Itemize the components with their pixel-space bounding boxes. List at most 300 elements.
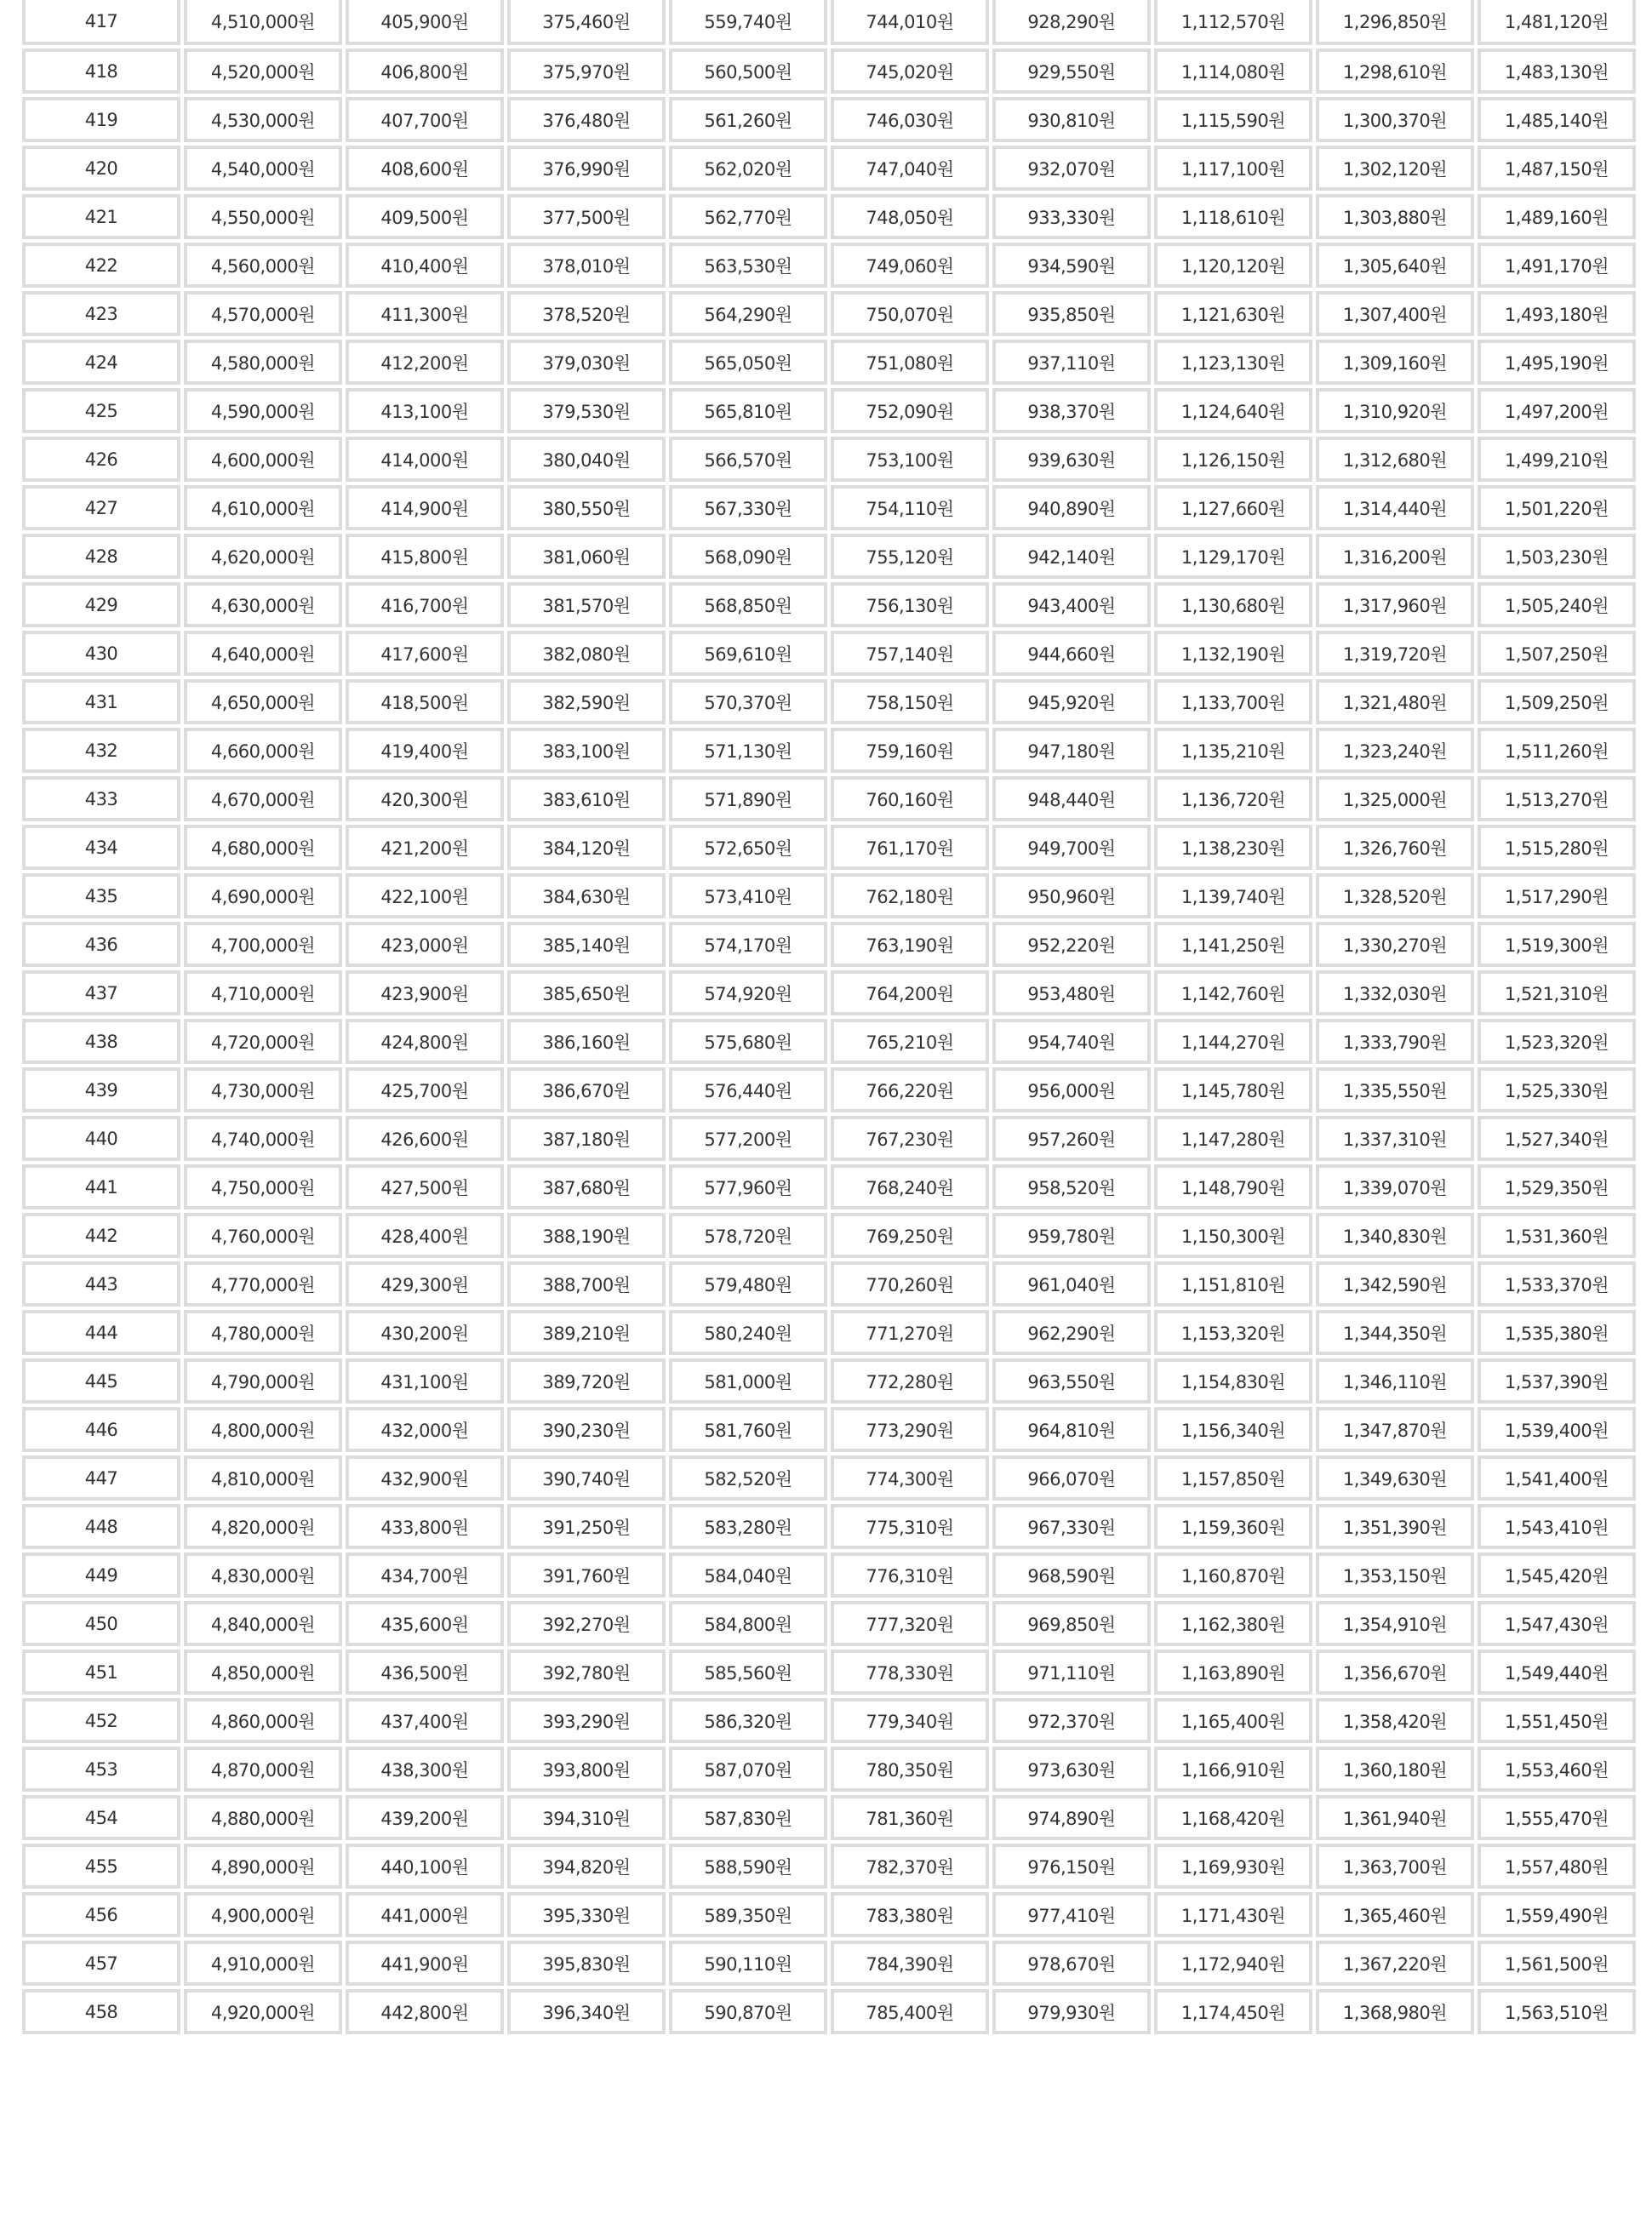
amount-cell: 1,144,270원 (1154, 1019, 1312, 1064)
amount-cell: 1,142,760원 (1154, 970, 1312, 1015)
amount-cell: 567,330원 (669, 485, 827, 530)
amount-cell: 782,370원 (831, 1844, 989, 1889)
amount-cell: 375,970원 (507, 49, 666, 94)
amount-cell: 4,590,000원 (184, 388, 342, 433)
amount-cell: 1,300,370원 (1316, 97, 1474, 142)
amount-cell: 1,314,440원 (1316, 485, 1474, 530)
amount-cell: 1,368,980원 (1316, 1989, 1474, 2034)
row-number-cell: 443 (22, 1261, 180, 1307)
amount-cell: 1,335,550원 (1316, 1067, 1474, 1112)
amount-cell: 1,539,400원 (1478, 1407, 1636, 1452)
amount-cell: 4,790,000원 (184, 1358, 342, 1404)
amount-cell: 577,960원 (669, 1164, 827, 1209)
amount-cell: 571,890원 (669, 776, 827, 821)
table-row (22, 1747, 1636, 1792)
table-row (22, 97, 1636, 142)
amount-cell: 564,290원 (669, 291, 827, 336)
row-number-cell: 446 (22, 1407, 180, 1452)
amount-cell: 382,080원 (507, 631, 666, 676)
amount-cell: 973,630원 (992, 1747, 1151, 1792)
amount-cell: 392,270원 (507, 1601, 666, 1646)
amount-cell: 1,541,400원 (1478, 1455, 1636, 1501)
amount-cell: 384,630원 (507, 873, 666, 918)
amount-cell: 781,360원 (831, 1795, 989, 1840)
amount-cell: 1,529,350원 (1478, 1164, 1636, 1209)
amount-cell: 1,132,190원 (1154, 631, 1312, 676)
amount-cell: 441,900원 (346, 1941, 504, 1986)
amount-cell: 4,680,000원 (184, 825, 342, 870)
amount-cell: 964,810원 (992, 1407, 1151, 1452)
table-row (22, 1941, 1636, 1986)
amount-cell: 1,545,420원 (1478, 1552, 1636, 1598)
amount-cell: 1,481,120원 (1478, 0, 1636, 45)
amount-cell: 388,700원 (507, 1261, 666, 1307)
amount-cell: 581,000원 (669, 1358, 827, 1404)
amount-cell: 435,600원 (346, 1601, 504, 1646)
amount-cell: 1,127,660원 (1154, 485, 1312, 530)
amount-cell: 1,130,680원 (1154, 582, 1312, 627)
table-row (22, 1261, 1636, 1307)
amount-cell: 418,500원 (346, 679, 504, 724)
amount-cell: 1,325,000원 (1316, 776, 1474, 821)
amount-cell: 1,346,110원 (1316, 1358, 1474, 1404)
amount-cell: 749,060원 (831, 243, 989, 288)
row-number-cell: 418 (22, 49, 180, 94)
amount-cell: 1,337,310원 (1316, 1116, 1474, 1161)
amount-cell: 746,030원 (831, 97, 989, 142)
amount-cell: 390,740원 (507, 1455, 666, 1501)
amount-cell: 1,333,790원 (1316, 1019, 1474, 1064)
amount-cell: 4,770,000원 (184, 1261, 342, 1307)
amount-cell: 578,720원 (669, 1213, 827, 1258)
amount-cell: 785,400원 (831, 1989, 989, 2034)
amount-cell: 1,513,270원 (1478, 776, 1636, 821)
amount-cell: 1,174,450원 (1154, 1989, 1312, 2034)
amount-cell: 783,380원 (831, 1892, 989, 1937)
amount-cell: 940,890원 (992, 485, 1151, 530)
amount-cell: 4,880,000원 (184, 1795, 342, 1840)
amount-cell: 952,220원 (992, 922, 1151, 967)
amount-cell: 1,549,440원 (1478, 1650, 1636, 1695)
amount-cell: 953,480원 (992, 970, 1151, 1015)
amount-cell: 4,740,000원 (184, 1116, 342, 1161)
row-number-cell: 421 (22, 194, 180, 239)
row-number-cell: 448 (22, 1504, 180, 1549)
amount-cell: 780,350원 (831, 1747, 989, 1792)
amount-cell: 767,230원 (831, 1116, 989, 1161)
amount-cell: 4,720,000원 (184, 1019, 342, 1064)
row-number-cell: 453 (22, 1747, 180, 1792)
amount-cell: 1,309,160원 (1316, 340, 1474, 385)
amount-cell: 1,339,070원 (1316, 1164, 1474, 1209)
amount-cell: 391,760원 (507, 1552, 666, 1598)
amount-cell: 768,240원 (831, 1164, 989, 1209)
amount-cell: 4,810,000원 (184, 1455, 342, 1501)
amount-cell: 381,060원 (507, 534, 666, 579)
amount-cell: 389,720원 (507, 1358, 666, 1404)
amount-cell: 4,550,000원 (184, 194, 342, 239)
amount-cell: 574,920원 (669, 970, 827, 1015)
amount-cell: 582,520원 (669, 1455, 827, 1501)
amount-cell: 579,480원 (669, 1261, 827, 1307)
amount-cell: 752,090원 (831, 388, 989, 433)
amount-cell: 388,190원 (507, 1213, 666, 1258)
amount-cell: 4,700,000원 (184, 922, 342, 967)
amount-cell: 947,180원 (992, 728, 1151, 773)
amount-cell: 1,136,720원 (1154, 776, 1312, 821)
amount-cell: 4,660,000원 (184, 728, 342, 773)
amount-cell: 4,530,000원 (184, 97, 342, 142)
amount-cell: 384,120원 (507, 825, 666, 870)
amount-cell: 754,110원 (831, 485, 989, 530)
amount-cell: 1,344,350원 (1316, 1310, 1474, 1355)
row-number-cell: 420 (22, 146, 180, 191)
amount-cell: 769,250원 (831, 1213, 989, 1258)
amount-cell: 1,551,450원 (1478, 1698, 1636, 1743)
amount-cell: 414,000원 (346, 437, 504, 482)
amount-cell: 386,160원 (507, 1019, 666, 1064)
row-number-cell: 438 (22, 1019, 180, 1064)
amount-cell: 760,160원 (831, 776, 989, 821)
amount-cell: 764,200원 (831, 970, 989, 1015)
amount-cell: 387,180원 (507, 1116, 666, 1161)
row-number-cell: 441 (22, 1164, 180, 1209)
amount-cell: 390,230원 (507, 1407, 666, 1452)
table-row (22, 825, 1636, 870)
amount-cell: 4,650,000원 (184, 679, 342, 724)
row-number-cell: 431 (22, 679, 180, 724)
amount-cell: 779,340원 (831, 1698, 989, 1743)
amount-cell: 1,298,610원 (1316, 49, 1474, 94)
amount-cell: 577,200원 (669, 1116, 827, 1161)
amount-cell: 4,910,000원 (184, 1941, 342, 1986)
amount-cell: 1,317,960원 (1316, 582, 1474, 627)
amount-cell: 1,162,380원 (1154, 1601, 1312, 1646)
table-row (22, 437, 1636, 482)
amount-cell: 962,290원 (992, 1310, 1151, 1355)
amount-cell: 1,169,930원 (1154, 1844, 1312, 1889)
table-row (22, 1650, 1636, 1695)
amount-cell: 1,527,340원 (1478, 1116, 1636, 1161)
amount-cell: 382,590원 (507, 679, 666, 724)
amount-cell: 944,660원 (992, 631, 1151, 676)
row-number-cell: 452 (22, 1698, 180, 1743)
row-number-cell: 424 (22, 340, 180, 385)
amount-cell: 1,141,250원 (1154, 922, 1312, 967)
table-row (22, 776, 1636, 821)
amount-cell: 424,800원 (346, 1019, 504, 1064)
amount-cell: 1,129,170원 (1154, 534, 1312, 579)
amount-cell: 379,530원 (507, 388, 666, 433)
amount-cell: 756,130원 (831, 582, 989, 627)
amount-cell: 4,670,000원 (184, 776, 342, 821)
amount-cell: 772,280원 (831, 1358, 989, 1404)
amount-cell: 408,600원 (346, 146, 504, 191)
table-row (22, 243, 1636, 288)
amount-cell: 1,121,630원 (1154, 291, 1312, 336)
amount-cell: 750,070원 (831, 291, 989, 336)
row-number-cell: 433 (22, 776, 180, 821)
amount-cell: 4,580,000원 (184, 340, 342, 385)
amount-cell: 391,250원 (507, 1504, 666, 1549)
amount-cell: 747,040원 (831, 146, 989, 191)
amount-cell: 4,780,000원 (184, 1310, 342, 1355)
row-number-cell: 419 (22, 97, 180, 142)
table-row (22, 873, 1636, 918)
table-row (22, 970, 1636, 1015)
amount-cell: 405,900원 (346, 0, 504, 45)
amount-cell: 762,180원 (831, 873, 989, 918)
amount-cell: 1,157,850원 (1154, 1455, 1312, 1501)
row-number-cell: 451 (22, 1650, 180, 1695)
amount-cell: 438,300원 (346, 1747, 504, 1792)
amount-cell: 563,530원 (669, 243, 827, 288)
amount-cell: 1,501,220원 (1478, 485, 1636, 530)
amount-cell: 1,511,260원 (1478, 728, 1636, 773)
table-row (22, 582, 1636, 627)
row-number-cell: 439 (22, 1067, 180, 1112)
table-row (22, 194, 1636, 239)
table-row (22, 1116, 1636, 1161)
amount-cell: 1,557,480원 (1478, 1844, 1636, 1889)
amount-cell: 1,559,490원 (1478, 1892, 1636, 1937)
table-row (22, 922, 1636, 967)
amount-cell: 409,500원 (346, 194, 504, 239)
table-row (22, 1552, 1636, 1598)
table-row (22, 291, 1636, 336)
amount-cell: 590,110원 (669, 1941, 827, 1986)
amount-cell: 433,800원 (346, 1504, 504, 1549)
row-number-cell: 450 (22, 1601, 180, 1646)
amount-cell: 429,300원 (346, 1261, 504, 1307)
amount-cell: 1,547,430원 (1478, 1601, 1636, 1646)
amount-cell: 1,533,370원 (1478, 1261, 1636, 1307)
amount-cell: 4,690,000원 (184, 873, 342, 918)
amount-cell: 1,358,420원 (1316, 1698, 1474, 1743)
amount-cell: 380,550원 (507, 485, 666, 530)
amount-cell: 1,342,590원 (1316, 1261, 1474, 1307)
amount-cell: 4,870,000원 (184, 1747, 342, 1792)
amount-cell: 584,800원 (669, 1601, 827, 1646)
amount-cell: 761,170원 (831, 825, 989, 870)
amount-cell: 580,240원 (669, 1310, 827, 1355)
amount-cell: 1,485,140원 (1478, 97, 1636, 142)
amount-cell: 945,920원 (992, 679, 1151, 724)
amount-cell: 1,483,130원 (1478, 49, 1636, 94)
amount-cell: 4,610,000원 (184, 485, 342, 530)
amount-cell: 1,172,940원 (1154, 1941, 1312, 1986)
amount-cell: 4,630,000원 (184, 582, 342, 627)
amount-cell: 1,330,270원 (1316, 922, 1474, 967)
table-row (22, 49, 1636, 94)
amount-cell: 426,600원 (346, 1116, 504, 1161)
table-row (22, 728, 1636, 773)
row-number-cell: 423 (22, 291, 180, 336)
amount-cell: 1,165,400원 (1154, 1698, 1312, 1743)
amount-cell: 4,620,000원 (184, 534, 342, 579)
amount-cell: 1,124,640원 (1154, 388, 1312, 433)
row-number-cell: 445 (22, 1358, 180, 1404)
amount-cell: 1,160,870원 (1154, 1552, 1312, 1598)
amount-cell: 1,499,210원 (1478, 437, 1636, 482)
amount-cell: 949,700원 (992, 825, 1151, 870)
amount-cell: 959,780원 (992, 1213, 1151, 1258)
amount-cell: 1,138,230원 (1154, 825, 1312, 870)
amount-cell: 1,354,910원 (1316, 1601, 1474, 1646)
amount-cell: 4,850,000원 (184, 1650, 342, 1695)
amount-cell: 1,171,430원 (1154, 1892, 1312, 1937)
amount-cell: 383,610원 (507, 776, 666, 821)
amount-cell: 1,151,810원 (1154, 1261, 1312, 1307)
amount-cell: 566,570원 (669, 437, 827, 482)
amount-cell: 417,600원 (346, 631, 504, 676)
amount-cell: 559,740원 (669, 0, 827, 45)
amount-cell: 1,163,890원 (1154, 1650, 1312, 1695)
amount-cell: 1,340,830원 (1316, 1213, 1474, 1258)
amount-cell: 385,140원 (507, 922, 666, 967)
amount-cell: 773,290원 (831, 1407, 989, 1452)
amount-cell: 386,670원 (507, 1067, 666, 1112)
amount-cell: 587,070원 (669, 1747, 827, 1792)
amount-cell: 4,900,000원 (184, 1892, 342, 1937)
amount-cell: 775,310원 (831, 1504, 989, 1549)
amount-cell: 967,330원 (992, 1504, 1151, 1549)
amount-cell: 1,555,470원 (1478, 1795, 1636, 1840)
amount-cell: 1,321,480원 (1316, 679, 1474, 724)
amount-cell: 389,210원 (507, 1310, 666, 1355)
amount-cell: 584,040원 (669, 1552, 827, 1598)
row-number-cell: 455 (22, 1844, 180, 1889)
amount-cell: 958,520원 (992, 1164, 1151, 1209)
amount-cell: 4,570,000원 (184, 291, 342, 336)
amount-cell: 561,260원 (669, 97, 827, 142)
amount-cell: 585,560원 (669, 1650, 827, 1695)
amount-cell: 415,800원 (346, 534, 504, 579)
amount-cell: 1,553,460원 (1478, 1747, 1636, 1792)
amount-cell: 971,110원 (992, 1650, 1151, 1695)
amount-cell: 1,363,700원 (1316, 1844, 1474, 1889)
amount-cell: 1,360,180원 (1316, 1747, 1474, 1792)
row-number-cell: 427 (22, 485, 180, 530)
amount-cell: 378,520원 (507, 291, 666, 336)
amount-cell: 1,123,130원 (1154, 340, 1312, 385)
amount-cell: 431,100원 (346, 1358, 504, 1404)
amount-cell: 589,350원 (669, 1892, 827, 1937)
amount-cell: 757,140원 (831, 631, 989, 676)
amount-cell: 1,168,420원 (1154, 1795, 1312, 1840)
amount-cell: 753,100원 (831, 437, 989, 482)
amount-cell: 565,810원 (669, 388, 827, 433)
amount-cell: 1,139,740원 (1154, 873, 1312, 918)
amount-cell: 961,040원 (992, 1261, 1151, 1307)
amount-cell: 966,070원 (992, 1455, 1151, 1501)
amount-cell: 766,220원 (831, 1067, 989, 1112)
table-row (22, 1601, 1636, 1646)
amount-cell: 1,159,360원 (1154, 1504, 1312, 1549)
amount-cell: 974,890원 (992, 1795, 1151, 1840)
amount-cell: 560,500원 (669, 49, 827, 94)
amount-cell: 4,830,000원 (184, 1552, 342, 1598)
amount-cell: 392,780원 (507, 1650, 666, 1695)
table-row (22, 1504, 1636, 1549)
amount-cell: 565,050원 (669, 340, 827, 385)
amount-cell: 376,990원 (507, 146, 666, 191)
amount-cell: 930,810원 (992, 97, 1151, 142)
amount-cell: 4,640,000원 (184, 631, 342, 676)
amount-cell: 950,960원 (992, 873, 1151, 918)
amount-cell: 1,537,390원 (1478, 1358, 1636, 1404)
amount-cell: 383,100원 (507, 728, 666, 773)
row-number-cell: 436 (22, 922, 180, 967)
amount-cell: 430,200원 (346, 1310, 504, 1355)
amount-cell: 1,148,790원 (1154, 1164, 1312, 1209)
amount-cell: 432,000원 (346, 1407, 504, 1452)
amount-cell: 1,135,210원 (1154, 728, 1312, 773)
amount-cell: 1,563,510원 (1478, 1989, 1636, 2034)
amount-cell: 774,300원 (831, 1455, 989, 1501)
table-row (22, 340, 1636, 385)
table-row (22, 1310, 1636, 1355)
amount-cell: 1,517,290원 (1478, 873, 1636, 918)
row-number-cell: 454 (22, 1795, 180, 1840)
amount-cell: 394,820원 (507, 1844, 666, 1889)
amount-cell: 1,535,380원 (1478, 1310, 1636, 1355)
amount-cell: 748,050원 (831, 194, 989, 239)
amount-cell: 1,319,720원 (1316, 631, 1474, 676)
table-row (22, 1164, 1636, 1209)
table-row (22, 1358, 1636, 1404)
row-number-cell: 440 (22, 1116, 180, 1161)
amount-cell: 416,700원 (346, 582, 504, 627)
amount-cell: 784,390원 (831, 1941, 989, 1986)
amount-cell: 1,497,200원 (1478, 388, 1636, 433)
amount-cell: 771,270원 (831, 1310, 989, 1355)
amount-cell: 568,090원 (669, 534, 827, 579)
amount-cell: 4,560,000원 (184, 243, 342, 288)
amount-cell: 413,100원 (346, 388, 504, 433)
amount-cell: 1,296,850원 (1316, 0, 1474, 45)
amount-cell: 1,503,230원 (1478, 534, 1636, 579)
table-row (22, 1019, 1636, 1064)
row-number-cell: 449 (22, 1552, 180, 1598)
table-row (22, 1455, 1636, 1501)
amount-cell: 776,310원 (831, 1552, 989, 1598)
amount-cell: 1,145,780원 (1154, 1067, 1312, 1112)
amount-cell: 968,590원 (992, 1552, 1151, 1598)
amount-cell: 376,480원 (507, 97, 666, 142)
amount-cell: 569,610원 (669, 631, 827, 676)
table-row (22, 1892, 1636, 1937)
amount-cell: 1,303,880원 (1316, 194, 1474, 239)
amount-cell: 977,410원 (992, 1892, 1151, 1937)
table-row (22, 1795, 1636, 1840)
amount-cell: 4,510,000원 (184, 0, 342, 45)
amount-cell: 4,860,000원 (184, 1698, 342, 1743)
amount-cell: 765,210원 (831, 1019, 989, 1064)
amount-cell: 432,900원 (346, 1455, 504, 1501)
amount-cell: 4,520,000원 (184, 49, 342, 94)
amount-cell: 1,507,250원 (1478, 631, 1636, 676)
amount-cell: 957,260원 (992, 1116, 1151, 1161)
amount-cell: 1,307,400원 (1316, 291, 1474, 336)
amount-cell: 434,700원 (346, 1552, 504, 1598)
amount-cell: 571,130원 (669, 728, 827, 773)
amount-cell: 979,930원 (992, 1989, 1151, 2034)
amount-cell: 1,495,190원 (1478, 340, 1636, 385)
row-number-cell: 422 (22, 243, 180, 288)
amount-cell: 1,117,100원 (1154, 146, 1312, 191)
amount-cell: 1,126,150원 (1154, 437, 1312, 482)
